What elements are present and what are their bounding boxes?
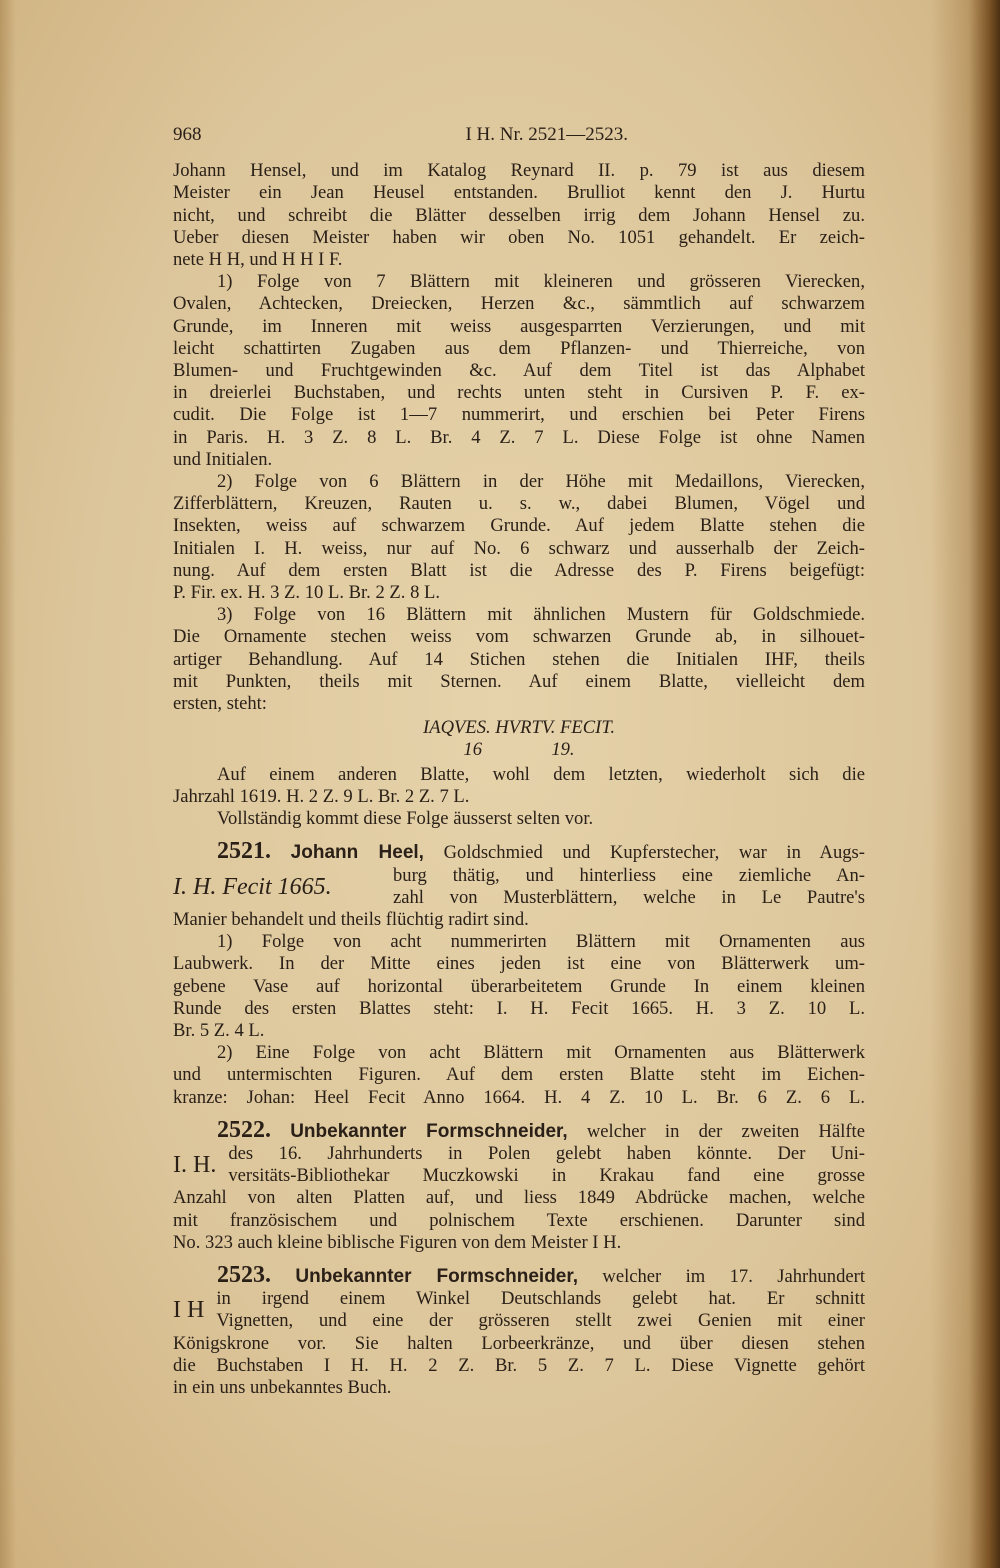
entry-monogram-block	[173, 865, 865, 909]
entry-name: Johann Heel,	[290, 842, 424, 864]
entry-number: 2522.	[217, 1116, 271, 1143]
text-line: Initialen I. H. weiss, nur auf No. 6 schwarz und ausserhalb der Zeich-	[173, 537, 865, 559]
text-line: 1) Folge von acht nummerirten Blättern mit Ornamenten aus	[217, 931, 865, 953]
text-line: Zifferblättern, Kreuzen, Rauten u. s. w., dabei Blumen, Vögel und	[173, 493, 865, 515]
entry-2521	[173, 840, 865, 1108]
inscription-year-left: 16	[463, 739, 483, 761]
text-line: in dreierlei Buchstaben, und rechts unten steht in Cursiven P. F. ex-	[173, 382, 865, 404]
entry-2522	[173, 1116, 865, 1254]
text-line: gebene Vase auf horizontal überarbeitetem Grunde In einem kleinen	[173, 975, 865, 997]
text-line: cudit. Die Folge ist 1—7 nummerirt, und erschien bei Peter Firens	[173, 404, 865, 426]
running-title: I H. Nr. 2521—2523.	[465, 124, 628, 145]
text-line: Blumen- und Fruchtgewinden &c. Auf dem Titel ist das Alphabet	[173, 360, 865, 382]
text-line: burg thätig, und hinterliess eine ziemliche An-	[393, 864, 865, 886]
page-text	[173, 124, 865, 1399]
monogram: I. H.	[173, 1152, 217, 1179]
intro-paragraph	[173, 160, 865, 271]
text-line: leicht schattirten Zugaben aus dem Pflanzen- und Thierreiche, von	[173, 337, 865, 359]
page-number: 968	[173, 124, 202, 145]
monogram: I H	[173, 1297, 205, 1324]
text-line: Br. 5 Z. 4 L.	[173, 1019, 265, 1041]
entry-number: 2521.	[217, 838, 271, 865]
text-line: mit Punkten, theils mit Sternen. Auf einem Blatte, vielleicht dem	[173, 670, 865, 692]
text-line: nung. Auf dem ersten Blatt ist die Adresse des P. Firens beigefügt:	[173, 559, 865, 581]
page-header	[173, 124, 628, 146]
text-line: nete H H, und H H I F.	[173, 249, 343, 271]
inscription-line-1: IAQVES. HVRTV. FECIT.	[423, 717, 615, 739]
item-1-paragraph	[173, 271, 865, 471]
text-line: Vignetten, und eine der grösseren stellt zwei Genien mit einer	[216, 1310, 865, 1332]
text-line: Vollständig kommt diese Folge äusserst selten vor.	[217, 808, 594, 830]
text-line: Johann Hensel, und im Katalog Reynard II. p. 79 ist aus diesem	[173, 160, 865, 182]
entry-heading	[173, 1116, 865, 1143]
text-line: Ovalen, Achtecken, Dreiecken, Herzen &c., sämmtlich auf schwarzem	[173, 293, 865, 315]
text-line: 2) Eine Folge von acht Blättern mit Ornamenten aus Blätterwerk	[217, 1042, 865, 1064]
text-line: Runde des ersten Blattes steht: I. H. Fecit 1665. H. 3 Z. 10 L.	[173, 997, 865, 1019]
item-3-continuation	[173, 764, 865, 831]
inscription-line-2	[173, 739, 865, 761]
text-line: Manier behandelt und theils flüchtig radirt sind.	[173, 908, 529, 930]
inscription	[173, 717, 865, 761]
text-line: 1) Folge von 7 Blättern mit kleineren und grösseren Vierecken,	[217, 271, 865, 293]
entry-heading	[173, 840, 865, 864]
text-line: Jahrzahl 1619. H. 2 Z. 9 L. Br. 2 Z. 7 L.	[173, 785, 470, 807]
text-line: Königskrone vor. Sie halten Lorbeerkränze, und über diesen stehen	[173, 1332, 865, 1354]
text-line: 3) Folge von 16 Blättern mit ähnlichen Mustern für Goldschmiede.	[217, 604, 865, 626]
text-line: Auf einem anderen Blatte, wohl dem letzten, wiederholt sich die	[217, 763, 865, 785]
entry-number: 2523.	[217, 1261, 271, 1288]
text-line: Meister ein Jean Heusel entstanden. Brulliot kennt den J. Hurtu	[173, 182, 865, 204]
item-3-paragraph	[173, 604, 865, 715]
text-line: zahl von Musterblättern, welche in Le Pautre's	[393, 886, 865, 908]
text-line: Laubwerk. In der Mitte eines jeden ist eine von Blätterwerk um-	[173, 953, 865, 975]
text-line: in irgend einem Winkel Deutschlands gelebt hat. Er schnitt	[216, 1288, 865, 1310]
entry-name: Unbekannter Formschneider,	[290, 1120, 568, 1142]
entry-heading-rest: welcher in der zweiten Hälfte	[586, 1120, 865, 1142]
entry-heading-rest: welcher im 17. Jahrhundert	[602, 1265, 865, 1287]
entry-name: Unbekannter Formschneider,	[295, 1265, 579, 1287]
text-line: ersten, steht:	[173, 693, 267, 715]
text-line: die Buchstaben I H. H. 2 Z. Br. 5 Z. 7 L. Diese Vignette gehört	[173, 1354, 865, 1376]
monogram: I. H. Fecit 1665.	[173, 873, 332, 900]
inscription-year-right: 19.	[551, 739, 575, 761]
page-edge-right	[930, 0, 1000, 1568]
text-line: Grunde, im Inneren mit weiss ausgesparrten Verzierungen, und mit	[173, 315, 865, 337]
text-line: kranze: Johan: Heel Fecit Anno 1664. H. 4 Z. 10 L. Br. 6 Z. 6 L.	[173, 1086, 865, 1108]
text-line: nicht, und schreibt die Blätter desselben irrig dem Johann Hensel zu.	[173, 204, 865, 226]
text-line: artiger Behandlung. Auf 14 Stichen stehen die Initialen IHF, theils	[173, 648, 865, 670]
item-2-paragraph	[173, 471, 865, 604]
text-line: Ueber diesen Meister haben wir oben No. 1051 gehandelt. Er zeich-	[173, 226, 865, 248]
text-line: mit französischem und polnischem Texte erschienen. Darunter sind	[173, 1209, 865, 1231]
text-line: Die Ornamente stechen weiss vom schwarzen Grunde ab, in silhouet-	[173, 626, 865, 648]
text-line: P. Fir. ex. H. 3 Z. 10 L. Br. 2 Z. 8 L.	[173, 582, 441, 604]
entry-monogram-block	[173, 1143, 865, 1187]
text-line: 2) Folge von 6 Blättern in der Höhe mit Medaillons, Vierecken,	[217, 471, 865, 493]
text-line: versitäts-Bibliothekar Muczkowski in Krakau fand eine grosse	[228, 1165, 865, 1187]
text-line: Insekten, weiss auf schwarzem Grunde. Auf jedem Blatte stehen die	[173, 515, 865, 537]
text-line: in Paris. H. 3 Z. 8 L. Br. 4 Z. 7 L. Diese Folge ist ohne Namen	[173, 426, 865, 448]
monogram-side-text	[393, 865, 865, 909]
text-line: Anzahl von alten Platten auf, und liess 1849 Abdrücke machen, welche	[173, 1187, 865, 1209]
text-line: des 16. Jahrhunderts in Polen gelebt haben könnte. Der Uni-	[228, 1142, 865, 1164]
monogram-side-text	[216, 1288, 865, 1332]
page-edge-left	[0, 0, 16, 1568]
text-line: und untermischten Figuren. Auf dem ersten Blatte steht im Eichen-	[173, 1064, 865, 1086]
entry-heading-rest: Goldschmied und Kupferstecher, war in Augs-	[443, 842, 865, 864]
entry-monogram-block	[173, 1288, 865, 1332]
monogram-side-text	[228, 1143, 865, 1187]
entry-heading	[173, 1261, 865, 1288]
text-line: und Initialen.	[173, 448, 273, 470]
text-line: No. 323 auch kleine biblische Figuren von dem Meister I H.	[173, 1231, 622, 1253]
entry-2523	[173, 1261, 865, 1399]
text-line: in ein uns unbekanntes Buch.	[173, 1376, 392, 1398]
